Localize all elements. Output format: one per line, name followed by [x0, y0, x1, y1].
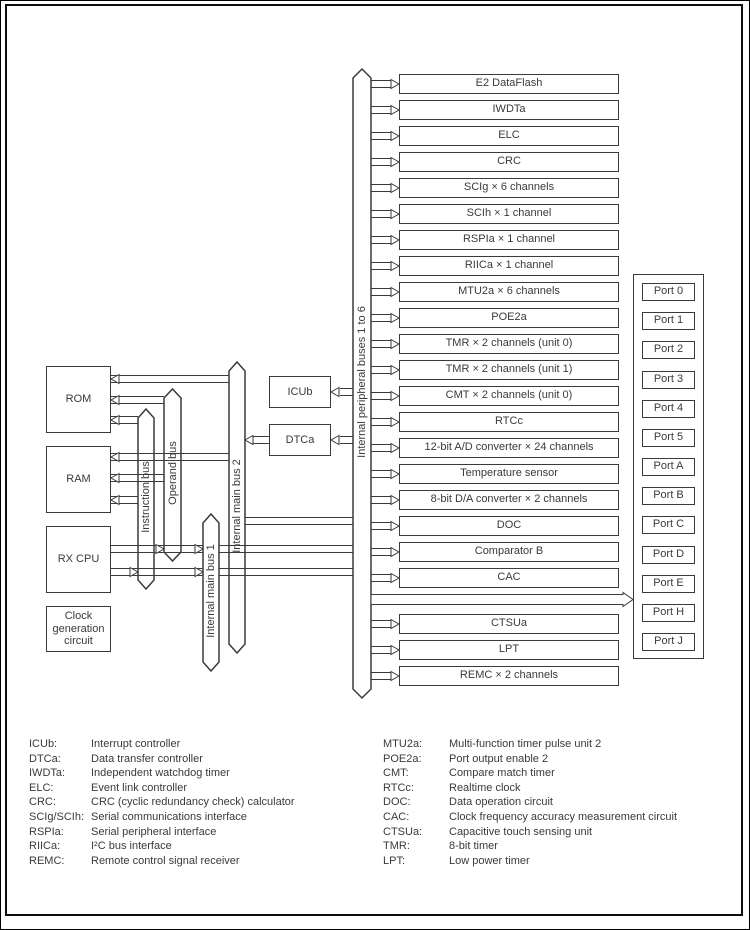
dtca-mainbus2-wire: [253, 437, 269, 444]
instruction_bus-label: Instruction bus: [140, 461, 152, 533]
peripheral-arrow-wire: [371, 445, 391, 452]
peripheral-arrowhead: [391, 548, 399, 557]
peripheral-arrowhead: [391, 288, 399, 297]
legend-abbr: REMC:: [29, 854, 65, 867]
legend-abbr: ICUb:: [29, 738, 58, 750]
legend-left-row: [29, 767, 359, 781]
dtca-mainbus2-arrowhead: [245, 436, 253, 445]
legend-desc: Clock frequency accuracy measurement circuit: [449, 811, 678, 823]
legend-left-row: [29, 753, 359, 767]
legend-desc: Data operation circuit: [449, 796, 553, 809]
peripheral-arrow-wire: [371, 159, 391, 166]
legend-desc: Serial peripheral interface: [91, 825, 217, 838]
peripheral-arrow-wire: [371, 237, 391, 244]
legend-desc: Capacitive touch sensing unit: [449, 825, 593, 838]
legend-desc: Low power timer: [449, 854, 530, 867]
legend-abbr: TMR:: [383, 840, 410, 853]
peripheral-block: CMT × 2 channels (unit 0): [399, 386, 619, 406]
legend-abbr: MTU2a:: [383, 738, 423, 750]
peripheral-arrowhead: [391, 620, 399, 629]
port-block: Port A: [642, 458, 695, 476]
peripheral-block: Temperature sensor: [399, 464, 619, 484]
peripheral-block: CRC: [399, 152, 619, 172]
peripheral-arrow-wire: [371, 185, 391, 192]
peripheral-arrow-wire: [371, 575, 391, 582]
legend-abbr: CTSUa:: [383, 825, 423, 838]
legend-desc: Independent watchdog timer: [91, 767, 230, 780]
peripheral-arrowhead: [391, 522, 399, 531]
peripheralbus-ports-arrow: [371, 593, 633, 607]
peripheral-block: DOC: [399, 516, 619, 536]
peripheral-arrowhead: [391, 444, 399, 453]
legend-right-row: [383, 782, 713, 796]
legend-right-row: [383, 811, 713, 825]
peripheral-arrow-wire: [371, 471, 391, 478]
legend-right-row: [383, 738, 713, 752]
peripheral-arrowhead: [391, 366, 399, 375]
legend-left-row: [29, 840, 359, 854]
peripheral-block: IWDTa: [399, 100, 619, 120]
legend-right-row: [383, 796, 713, 810]
legend-left-row: [29, 811, 359, 825]
legend-abbr: ELC:: [29, 781, 54, 794]
peripheral-block: Comparator B: [399, 542, 619, 562]
peripheral-arrow-wire: [371, 107, 391, 114]
peripheral-arrowhead: [391, 418, 399, 427]
legend-desc: Remote control signal receiver: [91, 854, 240, 867]
mainbus2-peripheralbus-wire: [245, 518, 353, 525]
legend-left-row: [29, 855, 359, 869]
icub-block: ICUb: [269, 376, 331, 408]
peripheral-arrow-wire: [371, 211, 391, 218]
peripheral-block: RIICa × 1 channel: [399, 256, 619, 276]
port-block: Port 2: [642, 341, 695, 359]
peripheral-arrow-wire: [371, 419, 391, 426]
ram-block: RAM: [46, 446, 111, 513]
peripheral-arrowhead: [391, 262, 399, 271]
peripheral-block: E2 DataFlash: [399, 74, 619, 94]
legend-desc: Interrupt controller: [91, 738, 181, 750]
peripheral-arrow-wire: [371, 263, 391, 270]
peripheral-arrow-wire: [371, 289, 391, 296]
peripheral-arrow-wire: [371, 673, 391, 680]
legend-abbr: DOC:: [383, 796, 411, 809]
peripheral-block: RSPIa × 1 channel: [399, 230, 619, 250]
port-block: Port J: [642, 633, 695, 651]
legend-right-row: [383, 840, 713, 854]
port-block: Port 0: [642, 283, 695, 301]
legend-left-row: [29, 738, 359, 752]
peripheral-block: CAC: [399, 568, 619, 588]
peripheral-arrowhead: [391, 106, 399, 115]
peripheral-arrow-wire: [371, 497, 391, 504]
legend-abbr: RSPIa:: [29, 825, 64, 838]
operand_bus-label: Operand bus: [166, 441, 179, 505]
port-block: Port D: [642, 546, 695, 564]
peripheralbus-icub-wire: [340, 389, 353, 396]
peripheral-arrowhead: [391, 314, 399, 323]
legend-abbr: POE2a:: [383, 752, 422, 765]
legend-left-row: [29, 796, 359, 810]
peripheral-arrow-wire: [371, 367, 391, 374]
peripheral-block: TMR × 2 channels (unit 0): [399, 334, 619, 354]
peripheral-block: RTCc: [399, 412, 619, 432]
peripheral-block: REMC × 2 channels: [399, 666, 619, 686]
dtca-block: DTCa: [269, 424, 331, 456]
port-block: Port E: [642, 575, 695, 593]
peripheral-arrow-wire: [371, 523, 391, 530]
peripheral-block: TMR × 2 channels (unit 1): [399, 360, 619, 380]
port-block: Port C: [642, 516, 695, 534]
peripheral-block: SCIg × 6 channels: [399, 178, 619, 198]
peripheral-arrow-wire: [371, 81, 391, 88]
peripheral-block: POE2a: [399, 308, 619, 328]
rx_cpu-block: RX CPU: [46, 526, 111, 593]
legend-desc: Serial communications interface: [91, 811, 247, 823]
legend-right-row: [383, 767, 713, 781]
internal_main_bus_2-label: Internal main bus 2: [231, 458, 243, 553]
dtca-arrowhead: [331, 436, 339, 445]
peripheral-arrowhead: [391, 392, 399, 401]
peripheral-arrowhead: [391, 80, 399, 89]
legend-abbr: CMT:: [383, 767, 409, 780]
legend-desc: Port output enable 2: [449, 752, 549, 765]
peripheralbus-dtca-wire: [340, 437, 353, 444]
legend-right-row: [383, 826, 713, 840]
peripheral-arrow-wire: [371, 315, 391, 322]
icub-arrowhead: [331, 388, 339, 397]
legend-abbr: DTCa:: [29, 752, 61, 765]
peripheral-arrowhead: [391, 574, 399, 583]
peripheral-arrowhead: [391, 496, 399, 505]
peripheral-arrowhead: [391, 340, 399, 349]
port-block: Port 3: [642, 371, 695, 389]
legend-desc: CRC (cyclic redundancy check) calculator: [91, 796, 295, 809]
internal_main_bus_1-label: Internal main bus 1: [205, 543, 217, 638]
peripheral-arrowhead: [391, 158, 399, 167]
peripheral-arrowhead: [391, 672, 399, 681]
legend-abbr: CAC:: [383, 811, 410, 823]
peripheral-block: MTU2a × 6 channels: [399, 282, 619, 302]
legend-desc: Data transfer controller: [91, 752, 203, 765]
legend-desc: Event link controller: [91, 781, 187, 794]
legend-abbr: RTCc:: [383, 781, 414, 794]
legend-desc: I²C bus interface: [91, 840, 172, 853]
peripheral-arrowhead: [391, 210, 399, 219]
peripheral-arrowhead: [391, 184, 399, 193]
peripheral-block: CTSUa: [399, 614, 619, 634]
peripheral-arrowhead: [391, 470, 399, 479]
peripheral-arrow-wire: [371, 621, 391, 628]
cpu-wire-b: [111, 569, 203, 576]
port-block: Port H: [642, 604, 695, 622]
legend-abbr: RIICa:: [29, 840, 61, 853]
peripheral-arrow-wire: [371, 341, 391, 348]
peripheral-block: ELC: [399, 126, 619, 146]
legend-desc: 8-bit timer: [449, 840, 498, 853]
peripheral-arrowhead: [391, 132, 399, 141]
peripheral-arrowhead: [391, 646, 399, 655]
peripheral-arrow-wire: [371, 549, 391, 556]
legend-desc: Multi-function timer pulse unit 2: [449, 738, 602, 750]
legend-desc: Compare match timer: [449, 767, 555, 780]
peripheral-block: LPT: [399, 640, 619, 660]
clock_generation-block: Clock generation circuit: [46, 606, 111, 652]
peripheral-arrow-wire: [371, 647, 391, 654]
legend-left-row: [29, 782, 359, 796]
legend-abbr: SCIg/SCIh:: [29, 811, 85, 823]
legend-abbr: CRC:: [29, 796, 56, 809]
rom-block: ROM: [46, 366, 111, 433]
legend-right-row: [383, 855, 713, 869]
legend-left-row: [29, 826, 359, 840]
legend-abbr: LPT:: [383, 854, 406, 867]
port-block: Port 5: [642, 429, 695, 447]
legend-desc: Realtime clock: [449, 781, 521, 794]
peripheral-block: 8-bit D/A converter × 2 channels: [399, 490, 619, 510]
port-block: Port 1: [642, 312, 695, 330]
port-block: Port B: [642, 487, 695, 505]
peripheral-arrowhead: [391, 236, 399, 245]
internal_peripheral_buses-label: Internal peripheral buses 1 to 6: [356, 305, 368, 458]
port-block: Port 4: [642, 400, 695, 418]
peripheral-arrow-wire: [371, 393, 391, 400]
legend-abbr: IWDTa:: [29, 767, 66, 780]
peripheral-arrow-wire: [371, 133, 391, 140]
peripheral-block: 12-bit A/D converter × 24 channels: [399, 438, 619, 458]
peripheral-block: SCIh × 1 channel: [399, 204, 619, 224]
legend-right-row: [383, 753, 713, 767]
